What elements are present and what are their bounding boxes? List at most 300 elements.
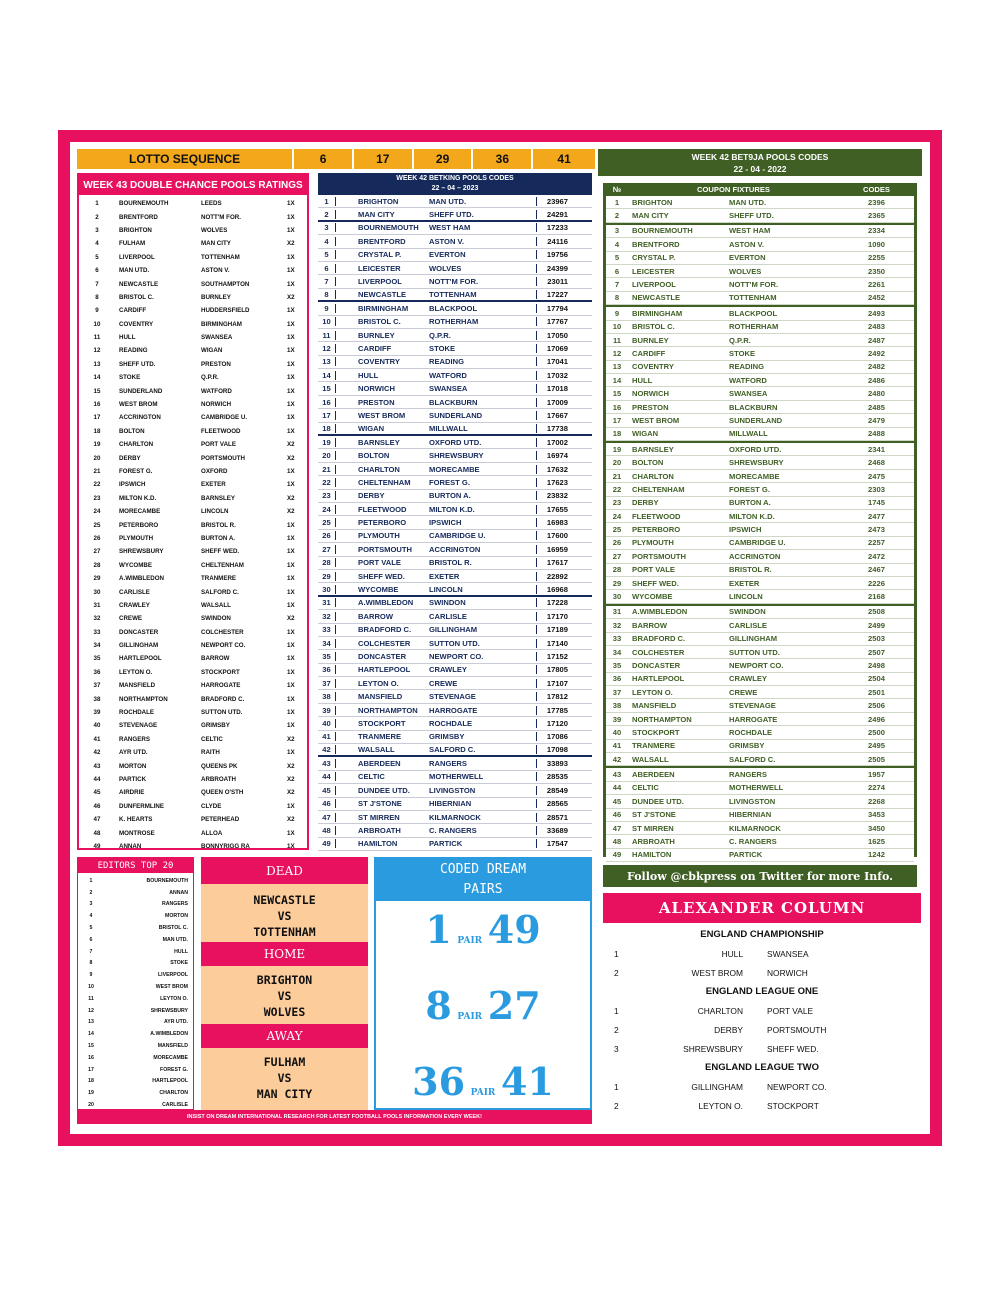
editors-row bbox=[78, 887, 193, 899]
row-number: 8 bbox=[318, 290, 336, 299]
row-number: 20 bbox=[88, 1102, 94, 1109]
row-number: 48 bbox=[93, 829, 101, 837]
ratings-row bbox=[79, 518, 307, 531]
betking-row bbox=[318, 677, 592, 690]
row-number: 22 bbox=[318, 478, 336, 487]
away-team: WIGAN bbox=[201, 347, 223, 355]
editors-list bbox=[78, 873, 193, 1111]
home-team: BRIGHTON bbox=[119, 226, 152, 234]
home-team: PETERBORO bbox=[358, 518, 407, 528]
row-number: 35 bbox=[612, 660, 622, 670]
away-team: BIRMINGHAM bbox=[201, 320, 242, 328]
row-number: 42 bbox=[93, 749, 101, 757]
away-team: SALFORD C. bbox=[729, 754, 776, 764]
pool-code: 17655 bbox=[536, 505, 572, 514]
betking-row bbox=[318, 516, 592, 529]
home-team: BOLTON bbox=[358, 451, 390, 461]
rating: 1X bbox=[287, 387, 295, 395]
team-name: MAN UTD. bbox=[162, 936, 188, 943]
row-number: 16 bbox=[88, 1054, 94, 1061]
row-number: 32 bbox=[612, 620, 622, 630]
pool-code: 2487 bbox=[868, 335, 885, 345]
col-no: № bbox=[612, 185, 622, 194]
betking-row bbox=[318, 664, 592, 677]
team-name: LEYTON O. bbox=[160, 995, 188, 1002]
pool-code: 2467 bbox=[868, 565, 885, 575]
alexander-row bbox=[603, 944, 921, 963]
rating: 1X bbox=[287, 709, 295, 717]
away-team: BLACKBURN bbox=[429, 397, 478, 407]
home-team: COVENTRY bbox=[632, 362, 674, 372]
home-team: DONCASTER bbox=[632, 660, 681, 670]
pool-code: 2496 bbox=[868, 714, 885, 724]
dead-vs: VS bbox=[277, 909, 292, 923]
row-number: 24 bbox=[612, 511, 622, 521]
bet9ja-row bbox=[606, 456, 914, 469]
away-team: SHEFF WED. bbox=[201, 548, 240, 556]
away-team: WOLVES bbox=[429, 263, 462, 273]
row-number: 4 bbox=[318, 237, 336, 246]
alexander-row bbox=[603, 1020, 921, 1039]
away-team: PORT VALE bbox=[201, 441, 236, 449]
home-team: PORTSMOUTH bbox=[358, 544, 412, 554]
team-name: MANSFIELD bbox=[157, 1043, 188, 1050]
home-team: AYR UTD. bbox=[119, 749, 148, 757]
alexander-body bbox=[603, 923, 921, 1115]
home-team: READING bbox=[119, 347, 148, 355]
bet9ja-row bbox=[606, 307, 914, 320]
away-team: Q.P.R. bbox=[201, 374, 219, 382]
away-team: GRIMSBY bbox=[429, 732, 465, 742]
pool-code: 2504 bbox=[868, 674, 885, 684]
row-number: 29 bbox=[93, 575, 101, 583]
betking-row bbox=[318, 329, 592, 342]
row-number: 43 bbox=[612, 770, 622, 780]
row-number: 8 bbox=[89, 960, 93, 967]
row-number: 1 bbox=[318, 197, 336, 206]
home-team: MONTROSE bbox=[119, 829, 155, 837]
home-team: FULHAM bbox=[119, 240, 146, 248]
home-team: ANNAN bbox=[119, 842, 142, 850]
row-number: 43 bbox=[318, 759, 336, 768]
row-number: 48 bbox=[318, 826, 336, 835]
row-number: 27 bbox=[318, 545, 336, 554]
away-team: RAITH bbox=[201, 749, 220, 757]
away-team: STOCKPORT bbox=[767, 1100, 819, 1111]
pool-code: 28535 bbox=[536, 772, 572, 781]
row-number: 47 bbox=[318, 813, 336, 822]
bet9ja-row bbox=[606, 795, 914, 808]
away-team: Q.P.R. bbox=[729, 335, 751, 345]
team-name: LIVERPOOL bbox=[158, 972, 188, 979]
pool-code: 3450 bbox=[868, 823, 885, 833]
row-number: 49 bbox=[93, 842, 101, 850]
away-team: WALSALL bbox=[201, 601, 231, 609]
away-team: WATFORD bbox=[429, 370, 467, 380]
editors-row bbox=[78, 993, 193, 1005]
ratings-row bbox=[79, 532, 307, 545]
pool-code: 16968 bbox=[536, 585, 572, 594]
home-team: LEICESTER bbox=[632, 266, 675, 276]
ratings-row bbox=[79, 773, 307, 786]
row-number: 28 bbox=[93, 561, 101, 569]
ratings-row bbox=[79, 224, 307, 237]
pool-code: 2479 bbox=[868, 415, 885, 425]
away-team: TOTTENHAM bbox=[201, 253, 240, 261]
pool-code: 2508 bbox=[868, 607, 885, 617]
away-team: ROTHERHAM bbox=[429, 317, 479, 327]
away-team: STOCKPORT bbox=[201, 668, 240, 676]
row-number: 7 bbox=[95, 280, 99, 288]
away-team: PARTICK bbox=[429, 839, 463, 849]
team-name: BRISTOL C. bbox=[158, 925, 188, 932]
pool-code: 2274 bbox=[868, 783, 885, 793]
row-number: 25 bbox=[612, 525, 622, 535]
home-team: BURNLEY bbox=[632, 335, 669, 345]
away-team: ACCRINGTON bbox=[729, 551, 781, 561]
row-number: 2 bbox=[614, 1024, 619, 1035]
away-team: BARNSLEY bbox=[201, 494, 236, 502]
rating: 1X bbox=[287, 561, 295, 569]
home-team: A.WIMBLEDON bbox=[358, 598, 414, 608]
rating: 1X bbox=[287, 280, 295, 288]
bet9ja-panel bbox=[598, 149, 922, 889]
home-team: CHARLTON bbox=[697, 1005, 743, 1016]
ratings-row bbox=[79, 733, 307, 746]
home-team: CRAWLEY bbox=[119, 601, 150, 609]
row-number: 5 bbox=[614, 253, 620, 263]
home-team: BIRMINGHAM bbox=[632, 308, 683, 318]
editors-row bbox=[78, 1064, 193, 1076]
bet9ja-row bbox=[606, 470, 914, 483]
home-team: PRESTON bbox=[358, 397, 395, 407]
home-team: NEWCASTLE bbox=[632, 293, 681, 303]
home-team: LEYTON O. bbox=[119, 668, 153, 676]
pair-second: 41 bbox=[500, 1059, 554, 1104]
away-team: C. RANGERS bbox=[729, 837, 777, 847]
bet9ja-row bbox=[606, 321, 914, 334]
away-team: COLCHESTER bbox=[201, 628, 244, 636]
betking-row bbox=[318, 744, 592, 757]
away-team: SWANSEA bbox=[767, 948, 809, 959]
home-team: HULL bbox=[119, 334, 136, 342]
bet9ja-row bbox=[606, 673, 914, 686]
betking-row bbox=[318, 316, 592, 329]
home-team: DONCASTER bbox=[358, 651, 407, 661]
bet9ja-row bbox=[606, 550, 914, 563]
betking-row bbox=[318, 436, 592, 449]
pool-code: 17233 bbox=[536, 223, 572, 232]
ratings-row bbox=[79, 465, 307, 478]
betking-row bbox=[318, 249, 592, 262]
bet9ja-row bbox=[606, 822, 914, 835]
away-team: PORT VALE bbox=[767, 1005, 814, 1016]
row-number: 29 bbox=[612, 578, 622, 588]
away-label: AWAY bbox=[201, 1024, 368, 1048]
home-team: LIVERPOOL bbox=[632, 280, 676, 290]
row-number: 39 bbox=[318, 706, 336, 715]
ratings-row bbox=[79, 237, 307, 250]
rating: X2 bbox=[287, 816, 295, 824]
team-name: RANGERS bbox=[162, 901, 188, 908]
home-team: A.WIMBLEDON bbox=[119, 575, 165, 583]
dream-title-line1: CODED DREAM bbox=[439, 862, 527, 877]
away-team: IPSWICH bbox=[729, 525, 762, 535]
away-team: BRADFORD C. bbox=[201, 695, 245, 703]
home-team: COLCHESTER bbox=[358, 638, 411, 648]
row-number: 12 bbox=[88, 1007, 94, 1014]
pool-code: 2168 bbox=[868, 592, 885, 602]
ratings-row bbox=[79, 291, 307, 304]
pair-second: 27 bbox=[487, 983, 541, 1028]
ratings-row bbox=[79, 679, 307, 692]
ratings-list bbox=[79, 195, 307, 853]
alexander-row bbox=[603, 963, 921, 982]
ratings-row bbox=[79, 559, 307, 572]
row-number: 26 bbox=[318, 531, 336, 540]
home-team: BRISTOL C. bbox=[632, 322, 675, 332]
pool-code: 2483 bbox=[868, 322, 885, 332]
row-number: 28 bbox=[612, 565, 622, 575]
betking-row bbox=[318, 463, 592, 476]
rating: 1X bbox=[287, 628, 295, 636]
pool-code: 24399 bbox=[536, 264, 572, 273]
ratings-row bbox=[79, 759, 307, 772]
betking-row bbox=[318, 704, 592, 717]
row-number: 3 bbox=[89, 901, 93, 908]
away-team: ROCHDALE bbox=[729, 727, 773, 737]
betking-row bbox=[318, 275, 592, 288]
row-number: 16 bbox=[93, 401, 101, 409]
home-home-team: BRIGHTON bbox=[256, 973, 313, 987]
rating: 1X bbox=[287, 802, 295, 810]
pool-code: 1957 bbox=[868, 770, 885, 780]
row-number: 40 bbox=[318, 719, 336, 728]
home-team: WYCOMBE bbox=[632, 592, 673, 602]
betking-row bbox=[318, 530, 592, 543]
rating: 1X bbox=[287, 401, 295, 409]
row-number: 23 bbox=[93, 494, 101, 502]
row-number: 36 bbox=[612, 674, 622, 684]
home-team: WEST BROM bbox=[358, 410, 406, 420]
home-team: BOURNEMOUTH bbox=[119, 200, 169, 208]
pool-code: 28565 bbox=[536, 799, 572, 808]
editors-top-panel bbox=[77, 857, 194, 1110]
rating: X2 bbox=[287, 762, 295, 770]
editors-row bbox=[78, 1076, 193, 1088]
twitter-follow-banner: Follow @cbkpress on Twitter for more Info. bbox=[603, 865, 917, 887]
home-team: NORTHAMPTON bbox=[119, 695, 168, 703]
bet9ja-row bbox=[606, 849, 914, 862]
league-title: ENGLAND CHAMPIONSHIP bbox=[700, 929, 824, 940]
pool-code: 2493 bbox=[868, 308, 885, 318]
rating: 1X bbox=[287, 695, 295, 703]
pool-code: 33689 bbox=[536, 826, 572, 835]
pool-code: 17805 bbox=[536, 665, 572, 674]
ratings-row bbox=[79, 318, 307, 331]
pool-code: 2503 bbox=[868, 634, 885, 644]
away-team: CAMBRIDGE U. bbox=[429, 531, 486, 541]
home-team: HARTLEPOOL bbox=[119, 655, 162, 663]
away-team: CARLISLE bbox=[729, 620, 767, 630]
row-number: 13 bbox=[93, 360, 101, 368]
home-team: TRANMERE bbox=[632, 741, 676, 751]
rating: X2 bbox=[287, 293, 295, 301]
away-team: MOTHERWELL bbox=[429, 772, 484, 782]
home-team: ST MIRREN bbox=[632, 823, 674, 833]
bet9ja-row bbox=[606, 387, 914, 400]
ratings-row bbox=[79, 746, 307, 759]
bet9ja-header bbox=[598, 149, 922, 176]
betking-row bbox=[318, 690, 592, 703]
away-team: CHELTENHAM bbox=[201, 561, 244, 569]
team-name: WEST BROM bbox=[155, 984, 188, 991]
home-team: DERBY bbox=[714, 1024, 743, 1035]
away-team: LINCOLN bbox=[729, 592, 763, 602]
pool-code: 17050 bbox=[536, 331, 572, 340]
away-team: ROTHERHAM bbox=[729, 322, 779, 332]
row-number: 18 bbox=[318, 424, 336, 433]
row-number: 7 bbox=[614, 280, 620, 290]
away-team: ALLOA bbox=[201, 829, 223, 837]
home-team: NEWCASTLE bbox=[119, 280, 159, 288]
home-team: WALSALL bbox=[358, 745, 395, 755]
row-number: 17 bbox=[612, 415, 622, 425]
row-number: 9 bbox=[95, 307, 99, 315]
row-number: 12 bbox=[612, 348, 622, 358]
rating: 1X bbox=[287, 414, 295, 422]
away-team: ASTON V. bbox=[729, 239, 765, 249]
away-team: WOLVES bbox=[201, 226, 228, 234]
pool-code: 17794 bbox=[536, 304, 572, 313]
home-team: HARTLEPOOL bbox=[632, 674, 685, 684]
home-team: IPSWICH bbox=[119, 481, 146, 489]
row-number: 10 bbox=[93, 320, 101, 328]
bet9ja-row bbox=[606, 374, 914, 387]
rating: X2 bbox=[287, 789, 295, 797]
coded-dream-pairs-panel bbox=[374, 857, 592, 1110]
home-team: BARNSLEY bbox=[358, 437, 400, 447]
editors-row bbox=[78, 969, 193, 981]
home-team: BOLTON bbox=[632, 458, 664, 468]
pool-code: 17189 bbox=[536, 625, 572, 634]
bet9ja-row bbox=[606, 414, 914, 427]
bet9ja-row bbox=[606, 196, 914, 209]
betking-row bbox=[318, 824, 592, 837]
away-team: NOTT'M FOR. bbox=[429, 277, 479, 287]
rating: 1X bbox=[287, 481, 295, 489]
away-team: PRESTON bbox=[201, 360, 231, 368]
pair-first: 36 bbox=[412, 1059, 466, 1104]
rating: X2 bbox=[287, 240, 295, 248]
row-number: 30 bbox=[93, 588, 101, 596]
row-number: 13 bbox=[318, 357, 336, 366]
ratings-row bbox=[79, 251, 307, 264]
betking-row bbox=[318, 409, 592, 422]
away-team: HIBERNIAN bbox=[429, 799, 472, 809]
ratings-row bbox=[79, 639, 307, 652]
away-team: PORTSMOUTH bbox=[767, 1024, 827, 1035]
away-team: FOREST G. bbox=[429, 477, 470, 487]
away-team: BRISTOL R. bbox=[429, 558, 472, 568]
away-team: EVERTON bbox=[729, 253, 766, 263]
pool-code: 17600 bbox=[536, 531, 572, 540]
away-team: NEWPORT CO. bbox=[767, 1081, 827, 1092]
team-name: HARTLEPOOL bbox=[152, 1078, 188, 1085]
bet9ja-row bbox=[606, 523, 914, 536]
bet9ja-row bbox=[606, 401, 914, 414]
row-number: 46 bbox=[93, 802, 101, 810]
away-team: HIBERNIAN bbox=[729, 810, 772, 820]
row-number: 27 bbox=[93, 548, 101, 556]
away-team: SUNDERLAND bbox=[729, 415, 783, 425]
away-team: ROCHDALE bbox=[429, 718, 473, 728]
home-team: WEST BROM bbox=[691, 967, 743, 978]
row-number: 26 bbox=[612, 538, 622, 548]
home-team: BURNLEY bbox=[358, 330, 395, 340]
row-number: 22 bbox=[93, 481, 101, 489]
home-team: AIRDRIE bbox=[119, 789, 145, 797]
row-number: 3 bbox=[318, 223, 336, 232]
away-team: MORECAMBE bbox=[429, 464, 480, 474]
home-team: BRENTFORD bbox=[632, 239, 680, 249]
away-team: CAMBRIDGE U. bbox=[729, 538, 786, 548]
alexander-column-panel bbox=[603, 893, 921, 1125]
row-number: 5 bbox=[95, 253, 99, 261]
bet9ja-row bbox=[606, 347, 914, 360]
away-team: KILMARNOCK bbox=[729, 823, 781, 833]
pool-code: 17120 bbox=[536, 719, 572, 728]
lotto-number: 29 bbox=[414, 149, 472, 169]
row-number: 32 bbox=[318, 612, 336, 621]
home-team: LEYTON O. bbox=[358, 678, 399, 688]
bet9ja-row bbox=[606, 361, 914, 374]
pool-code: 2498 bbox=[868, 660, 885, 670]
rating: 1X bbox=[287, 722, 295, 730]
alexander-title: ALEXANDER COLUMN bbox=[603, 893, 921, 923]
row-number: 45 bbox=[612, 796, 622, 806]
betking-row bbox=[318, 610, 592, 623]
row-number: 42 bbox=[612, 754, 622, 764]
row-number: 35 bbox=[93, 655, 101, 663]
home-team: BOURNEMOUTH bbox=[358, 223, 419, 233]
row-number: 32 bbox=[93, 615, 101, 623]
rating: 1X bbox=[287, 427, 295, 435]
pool-code: 17098 bbox=[536, 745, 572, 754]
pool-code: 17617 bbox=[536, 558, 572, 567]
home-team: WIGAN bbox=[358, 423, 385, 433]
away-team: TRANMERE bbox=[201, 575, 237, 583]
home-team: MAN CITY bbox=[632, 211, 669, 221]
away-team: BLACKBURN bbox=[729, 402, 778, 412]
dead-fixture bbox=[201, 884, 368, 942]
rating: 1X bbox=[287, 682, 295, 690]
pool-code: 2500 bbox=[868, 727, 885, 737]
pool-code: 2475 bbox=[868, 471, 885, 481]
row-number: 46 bbox=[612, 810, 622, 820]
pool-code: 16959 bbox=[536, 545, 572, 554]
row-number: 1 bbox=[614, 1005, 619, 1016]
away-team: BURTON A. bbox=[201, 534, 236, 542]
home-team: MANSFIELD bbox=[632, 701, 677, 711]
pool-code: 17738 bbox=[536, 424, 572, 433]
home-team: ACCRINGTON bbox=[119, 414, 161, 422]
away-team: MILTON K.D. bbox=[729, 511, 775, 521]
betking-row bbox=[318, 543, 592, 556]
ratings-row bbox=[79, 478, 307, 491]
row-number: 5 bbox=[89, 925, 93, 932]
betking-row bbox=[318, 208, 592, 221]
